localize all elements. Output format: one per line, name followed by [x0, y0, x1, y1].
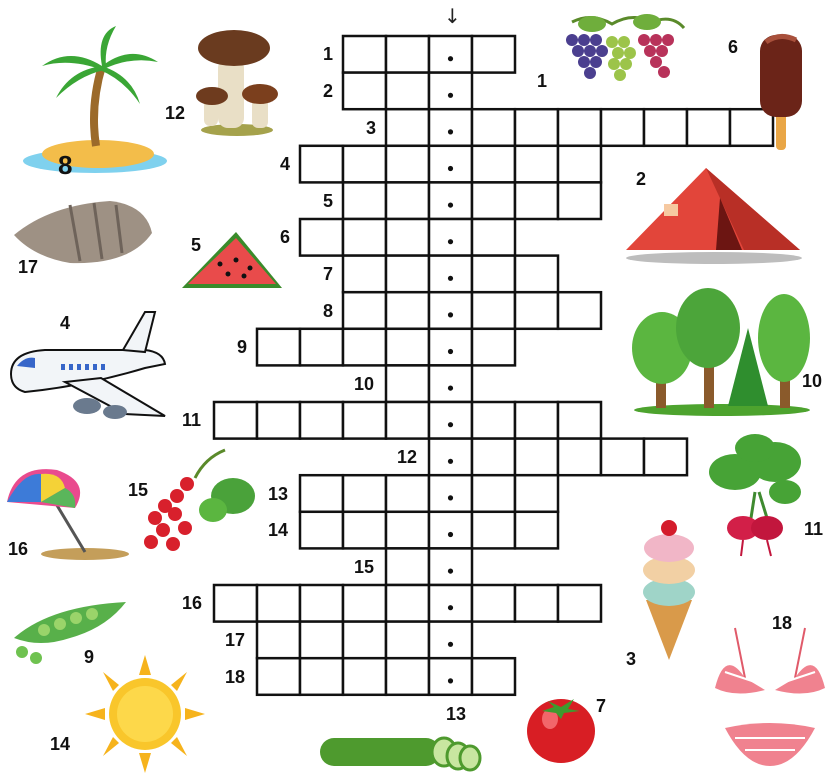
crossword-cell[interactable] — [386, 512, 429, 549]
crossword-cell[interactable] — [386, 402, 429, 439]
key-marker — [448, 678, 453, 683]
row-number: 9 — [237, 337, 248, 358]
crossword-cell[interactable] — [343, 73, 386, 110]
crossword-cell[interactable] — [558, 585, 601, 622]
tomato-icon — [524, 685, 598, 765]
crossword-cell[interactable] — [472, 36, 515, 73]
picture-number: 9 — [84, 647, 95, 667]
key-marker — [448, 642, 453, 647]
tent-icon — [624, 158, 804, 268]
key-marker — [448, 568, 453, 573]
crossword-cell[interactable] — [257, 585, 300, 622]
crossword-cell[interactable] — [472, 182, 515, 219]
key-cell[interactable] — [429, 329, 472, 366]
crossword-cell[interactable] — [257, 402, 300, 439]
key-cell[interactable] — [429, 292, 472, 329]
crossword-cell[interactable] — [472, 146, 515, 183]
crossword-cell[interactable] — [558, 146, 601, 183]
key-cell[interactable] — [429, 146, 472, 183]
crossword-cell[interactable] — [343, 36, 386, 73]
crossword-cell[interactable] — [343, 512, 386, 549]
crossword-cell[interactable] — [386, 182, 429, 219]
crossword-cell[interactable] — [644, 439, 687, 476]
picture-number: 3 — [626, 649, 637, 669]
crossword-cell[interactable] — [515, 146, 558, 183]
crossword-cell[interactable] — [687, 109, 730, 146]
key-marker — [448, 495, 453, 500]
crossword-cell[interactable] — [386, 548, 429, 585]
row-number: 18 — [225, 666, 246, 687]
crossword-cell[interactable] — [515, 439, 558, 476]
forest-icon — [632, 288, 812, 418]
key-marker — [448, 349, 453, 354]
ice-cream-cone-icon — [634, 508, 704, 663]
crossword-cell[interactable] — [343, 658, 386, 695]
crossword-cell[interactable] — [601, 439, 644, 476]
crossword-cell[interactable] — [601, 109, 644, 146]
crossword-cell[interactable] — [472, 256, 515, 293]
crossword-cell[interactable] — [214, 585, 257, 622]
key-marker — [448, 532, 453, 537]
crossword-cell[interactable] — [300, 219, 343, 256]
picture-number: 14 — [50, 734, 71, 754]
crossword-cell[interactable] — [515, 475, 558, 512]
key-cell[interactable] — [429, 439, 472, 476]
crossword-cell[interactable] — [515, 109, 558, 146]
crossword-cell[interactable] — [472, 219, 515, 256]
key-cell[interactable] — [429, 622, 472, 659]
row-number: 7 — [323, 263, 334, 284]
crossword-cell[interactable] — [472, 292, 515, 329]
grapes-icon — [552, 10, 692, 95]
crossword-cell[interactable] — [300, 658, 343, 695]
crossword-cell[interactable] — [386, 329, 429, 366]
crossword-cell[interactable] — [300, 402, 343, 439]
picture-number: 17 — [18, 257, 39, 277]
key-cell[interactable] — [429, 109, 472, 146]
crossword-cell[interactable] — [386, 585, 429, 622]
picture-number: 10 — [802, 371, 823, 391]
key-cell[interactable] — [429, 585, 472, 622]
crossword-cell[interactable] — [558, 109, 601, 146]
crossword-cell[interactable] — [257, 329, 300, 366]
row-number: 8 — [323, 300, 334, 321]
row-number: 5 — [323, 190, 334, 211]
crossword-cell[interactable] — [386, 292, 429, 329]
key-marker — [448, 93, 453, 98]
key-cell[interactable] — [429, 475, 472, 512]
picture-number: 12 — [165, 103, 186, 123]
crossword-cell[interactable] — [257, 622, 300, 659]
key-cell[interactable] — [429, 548, 472, 585]
palm-island-icon — [20, 26, 170, 181]
crossword-cell[interactable] — [386, 365, 429, 402]
key-marker — [448, 56, 453, 61]
crossword-cell[interactable] — [558, 402, 601, 439]
row-number: 4 — [280, 154, 291, 175]
crossword-cell[interactable] — [515, 402, 558, 439]
key-cell[interactable] — [429, 512, 472, 549]
row-number: 15 — [354, 556, 375, 577]
key-marker — [448, 459, 453, 464]
crossword-cell[interactable] — [515, 512, 558, 549]
picture-number: 8 — [58, 150, 73, 180]
crossword-cell[interactable] — [214, 402, 257, 439]
crossword-cell[interactable] — [472, 585, 515, 622]
picture-number: 11 — [804, 519, 824, 539]
key-marker — [448, 166, 453, 171]
picture-number: 1 — [537, 71, 548, 91]
crossword-cell[interactable] — [386, 475, 429, 512]
mushrooms-icon — [192, 18, 282, 138]
crossword-cell[interactable] — [343, 585, 386, 622]
airplane-icon — [5, 308, 170, 423]
key-cell[interactable] — [429, 402, 472, 439]
row-number: 6 — [280, 227, 291, 248]
key-marker — [448, 202, 453, 207]
crossword-cell[interactable] — [472, 439, 515, 476]
crossword-cell[interactable] — [644, 109, 687, 146]
crossword-cell[interactable] — [300, 512, 343, 549]
picture-number: 2 — [636, 169, 647, 189]
picture-number: 15 — [128, 480, 149, 500]
key-marker — [448, 129, 453, 134]
crossword-cell[interactable] — [343, 219, 386, 256]
key-cell[interactable] — [429, 73, 472, 110]
key-marker — [448, 312, 453, 317]
crossword-cell[interactable] — [386, 219, 429, 256]
key-column-arrow: ↓ — [444, 4, 461, 28]
crossword-cell[interactable] — [515, 182, 558, 219]
key-cell[interactable] — [429, 256, 472, 293]
crossword-cell[interactable] — [343, 182, 386, 219]
key-cell[interactable] — [429, 219, 472, 256]
cucumber-icon — [318, 728, 483, 773]
crossword-cell[interactable] — [472, 402, 515, 439]
row-number: 10 — [354, 373, 375, 394]
crossword-cell[interactable] — [386, 109, 429, 146]
crossword-cell[interactable] — [386, 36, 429, 73]
key-cell[interactable] — [429, 365, 472, 402]
picture-number: 13 — [446, 704, 467, 724]
crossword-cell[interactable] — [386, 256, 429, 293]
row-number: 14 — [268, 520, 289, 541]
crossword-cell[interactable] — [257, 658, 300, 695]
crossword-cell[interactable] — [343, 292, 386, 329]
row-number: 11 — [182, 410, 202, 431]
crossword-cell[interactable] — [343, 622, 386, 659]
row-number: 2 — [323, 80, 334, 101]
crossword-cell[interactable] — [300, 475, 343, 512]
crossword-cell[interactable] — [558, 439, 601, 476]
crossword-cell[interactable] — [300, 329, 343, 366]
crossword-cell[interactable] — [343, 475, 386, 512]
key-cell[interactable] — [429, 36, 472, 73]
crossword-cell[interactable] — [472, 329, 515, 366]
key-marker — [448, 605, 453, 610]
row-number: 13 — [268, 483, 289, 504]
crossword-cell[interactable] — [386, 73, 429, 110]
key-marker — [448, 239, 453, 244]
crossword-cell[interactable] — [343, 329, 386, 366]
crossword-cell[interactable] — [343, 256, 386, 293]
key-marker — [448, 385, 453, 390]
row-number: 12 — [397, 446, 418, 467]
crossword-cell[interactable] — [515, 585, 558, 622]
crossword-cell[interactable] — [472, 475, 515, 512]
picture-number: 16 — [8, 539, 29, 559]
key-cell[interactable] — [429, 658, 472, 695]
crossword-cell[interactable] — [386, 622, 429, 659]
crossword-cell[interactable] — [300, 585, 343, 622]
bikini-icon — [705, 618, 835, 768]
row-number: 3 — [366, 117, 377, 138]
picture-number: 4 — [60, 313, 71, 333]
sun-icon — [85, 655, 205, 774]
picture-number: 7 — [596, 696, 607, 716]
row-number: 16 — [182, 593, 203, 614]
crossword-cell[interactable] — [558, 292, 601, 329]
row-number: 1 — [323, 44, 334, 65]
crossword-cell[interactable] — [343, 402, 386, 439]
crossword-cell[interactable] — [386, 658, 429, 695]
picture-number: 6 — [728, 37, 739, 57]
crossword-cell[interactable] — [558, 182, 601, 219]
ice-cream-bar-icon — [752, 30, 812, 155]
picture-number: 5 — [191, 235, 202, 255]
crossword-cell[interactable] — [472, 109, 515, 146]
crossword-cell[interactable] — [386, 146, 429, 183]
crossword-cell[interactable] — [300, 622, 343, 659]
radishes-icon — [705, 432, 805, 562]
redcurrant-icon — [135, 448, 260, 563]
row-number: 17 — [225, 629, 246, 650]
picture-number: 18 — [772, 613, 793, 633]
crossword-cell[interactable] — [300, 146, 343, 183]
crossword-cell[interactable] — [515, 292, 558, 329]
crossword-cell[interactable] — [472, 658, 515, 695]
crossword-cell[interactable] — [343, 146, 386, 183]
crossword-cell[interactable] — [472, 512, 515, 549]
key-marker — [448, 276, 453, 281]
key-marker — [448, 422, 453, 427]
crossword-cell[interactable] — [515, 256, 558, 293]
key-cell[interactable] — [429, 182, 472, 219]
